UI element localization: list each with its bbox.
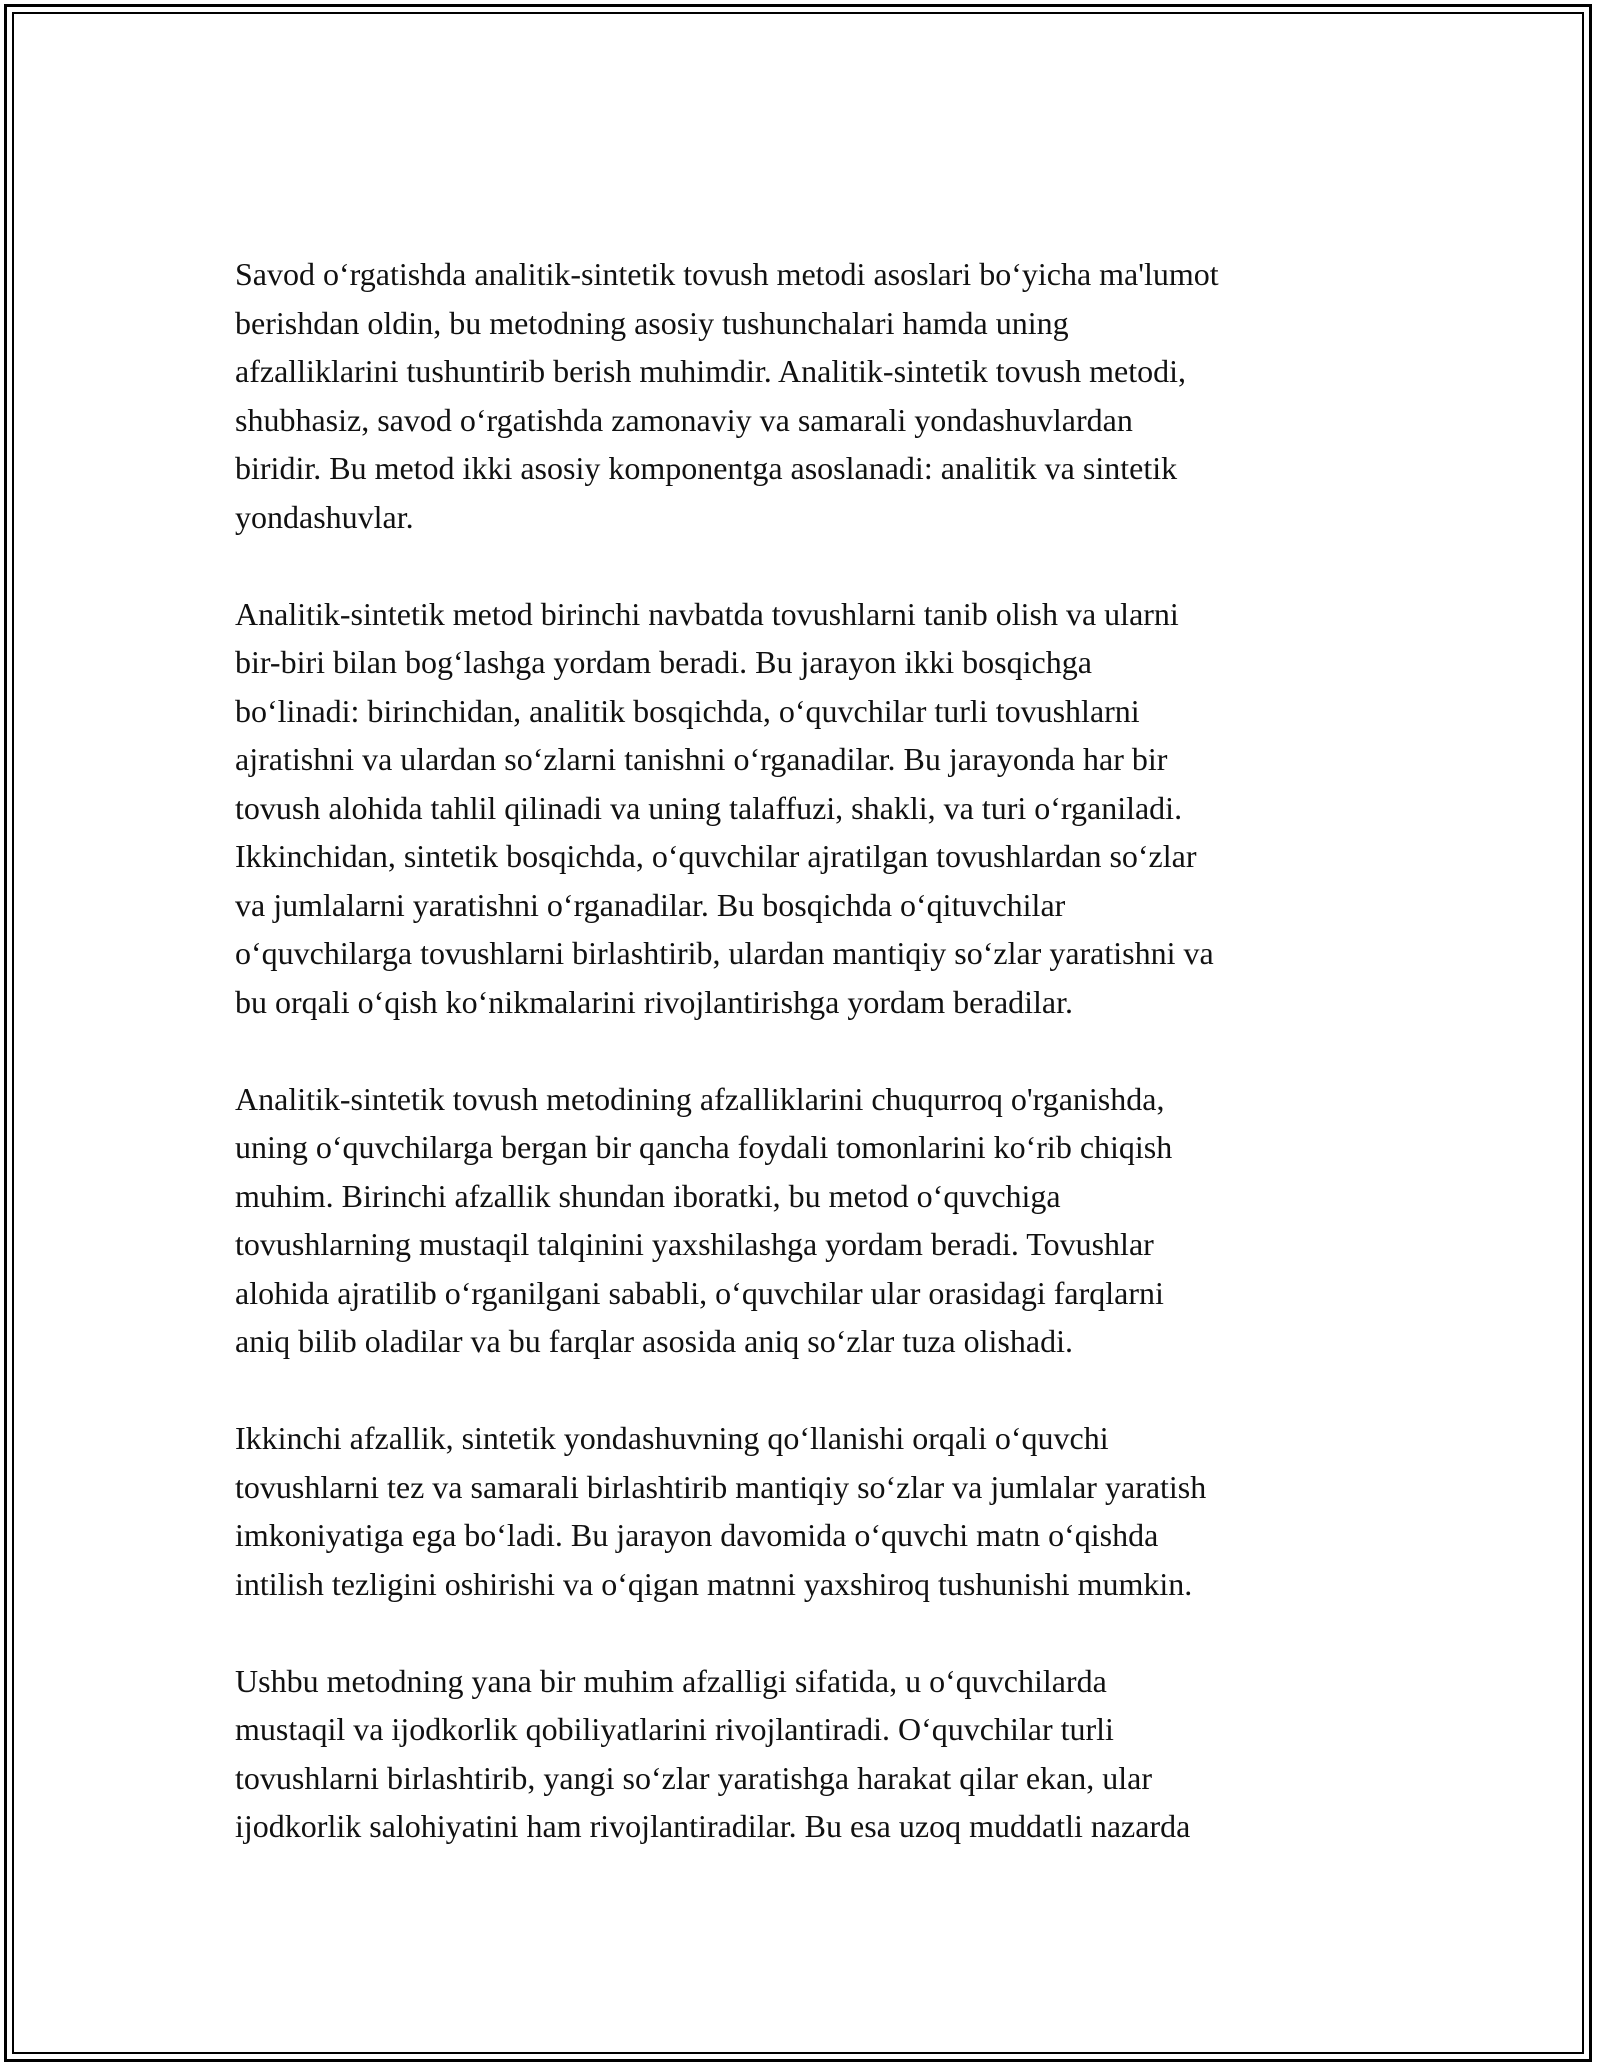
text-line: intilish tezligini oshirishi va o‘qigan matnni yaxshiroq tushunishi mumkin.: [235, 1565, 1193, 1602]
paragraph-3: [235, 1075, 1375, 1366]
text-line: Savod o‘rgatishda analitik-sintetik tovush metodi asoslari bo‘yicha ma'lumot: [235, 256, 1219, 292]
text-line: Ushbu metodning yana bir muhim afzalligi sifatida, u o‘quvchilarda: [235, 1662, 1107, 1699]
text-line: tovush alohida tahlil qilinadi va uning talaffuzi, shakli, va turi o‘rganiladi.: [235, 789, 1183, 826]
text-line: ijodkorlik salohiyatini ham rivojlantiradilar. Bu esa uzoq muddatli nazarda: [235, 1808, 1191, 1844]
text-line: muhim. Birinchi afzallik shundan iboratki, bu metod o‘quvchiga: [235, 1177, 1061, 1214]
text-line: Analitik-sintetik metod birinchi navbatda tovushlarni tanib olish va ularni: [235, 595, 1179, 632]
text-line: imkoniyatiga ega bo‘ladi. Bu jarayon davomida o‘quvchi matn o‘qishda: [235, 1517, 1159, 1553]
text-line: Analitik-sintetik tovush metodining afzalliklarini chuqurroq o'rganishda,: [235, 1080, 1165, 1117]
text-line: Ikkinchi afzallik, sintetik yondashuvning qo‘llanishi orqali o‘quvchi: [235, 1420, 1109, 1456]
text-line: tovushlarning mustaqil talqinini yaxshilashga yordam beradi. Tovushlar: [235, 1226, 1154, 1262]
text-line: bu orqali o‘qish ko‘nikmalarini rivojlantirishga yordam beradilar.: [235, 983, 1074, 1020]
text-line: shubhasiz, savod o‘rgatishda zamonaviy va samarali yondashuvlardan: [235, 401, 1133, 438]
text-line: alohida ajratilib o‘rganilgani sababli, o‘quvchilar ular orasidagi farqlarni: [235, 1274, 1164, 1311]
text-line: bo‘linadi: birinchidan, analitik bosqichda, o‘quvchilar turli tovushlarni: [235, 692, 1140, 729]
text-line: bir-biri bilan bog‘lashga yordam beradi. Bu jarayon ikki bosqichga: [235, 644, 1092, 680]
text-line: o‘quvchilarga tovushlarni birlashtirib, ulardan mantiqiy so‘zlar yaratishni va: [235, 935, 1214, 971]
paragraph-4: [235, 1414, 1375, 1608]
paragraph-5: [235, 1657, 1375, 1851]
text-line: aniq bilib oladilar va bu farqlar asosida aniq so‘zlar tuza olishadi.: [235, 1323, 1073, 1359]
text-line: yondashuvlar.: [235, 498, 414, 535]
paragraph-2: [235, 590, 1375, 1027]
text-line: berishdan oldin, bu metodning asosiy tushunchalari hamda uning: [235, 304, 1069, 341]
text-line: tovushlarni birlashtirib, yangi so‘zlar yaratishga harakat qilar ekan, ular: [235, 1759, 1153, 1796]
paragraph-1: [235, 250, 1375, 541]
text-line: va jumlalarni yaratishni o‘rganadilar. Bu bosqichda o‘qituvchilar: [235, 886, 1066, 923]
text-line: tovushlarni tez va samarali birlashtirib mantiqiy so‘zlar va jumlalar yaratish: [235, 1468, 1207, 1505]
text-line: ajratishni va ulardan so‘zlarni tanishni o‘rganadilar. Bu jarayonda har bir: [235, 741, 1168, 777]
document-body: [235, 250, 1375, 1899]
text-line: biridir. Bu metod ikki asosiy komponentga asoslanadi: analitik va sintetik: [235, 450, 1178, 486]
text-line: Ikkinchidan, sintetik bosqichda, o‘quvchilar ajratilgan tovushlardan so‘zlar: [235, 838, 1197, 874]
text-line: afzalliklarini tushuntirib berish muhimdir. Analitik-sintetik tovush metodi,: [235, 353, 1186, 389]
text-line: uning o‘quvchilarga bergan bir qancha foydali tomonlarini ko‘rib chiqish: [235, 1129, 1173, 1165]
text-line: mustaqil va ijodkorlik qobiliyatlarini rivojlantiradi. O‘quvchilar turli: [235, 1711, 1114, 1747]
